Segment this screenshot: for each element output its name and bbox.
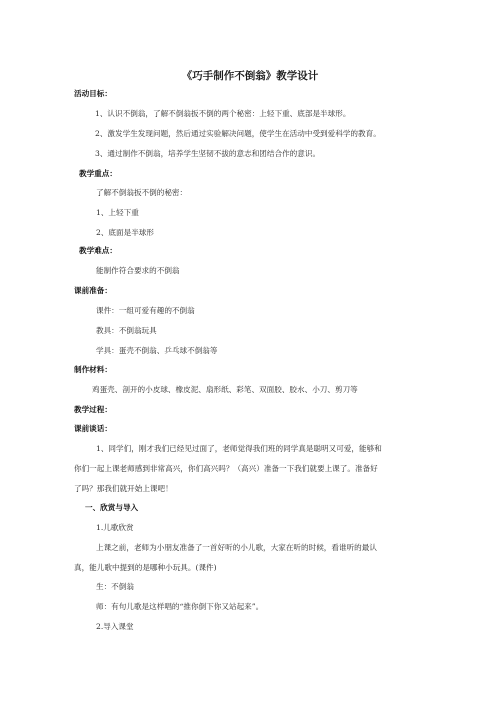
key-item-2: 2、底面是半球形 [96, 228, 154, 237]
materials-heading: 制作材料： [74, 365, 112, 374]
process-heading: 教学过程： [74, 405, 112, 414]
document-title: 《巧手制作不倒翁》教学设计 [181, 70, 319, 82]
prep-heading: 课前准备： [74, 286, 112, 295]
materials-text: 鸡蛋壳、剖开的小皮球、橡皮泥、扇形纸、彩笔、双面胶、胶水、小刀、剪刀等 [92, 385, 358, 394]
part1-teacher-line: 师：有句儿歌是这样唱的“推你倒下你又站起来”。 [96, 602, 264, 611]
part1-paragraph-line-2: 真，能儿歌中提到的是哪种小玩具。(课件) [74, 563, 217, 572]
part1-student-line: 生：不倒翁 [96, 582, 134, 591]
goal-item-2: 2、激发学生发现问题，然后通过实验解决问题，使学生在活动中受到爱科学的教育。 [95, 129, 381, 138]
goal-item-3: 3、通过制作不倒翁，培养学生坚韧不拔的意志和团结合作的意识。 [95, 149, 321, 158]
pretalk-line-3: 了吗？那我们就开始上课吧！ [74, 484, 173, 493]
part1-subheading-2: 2.导入课堂 [96, 622, 134, 631]
goals-heading: 活动目标： [74, 89, 112, 98]
key-item-1: 1、上轻下重 [96, 208, 139, 217]
key-heading: 教学重点： [79, 169, 117, 178]
difficulty-text: 能制作符合要求的不倒翁 [96, 266, 180, 275]
key-intro: 了解不倒翁扳不倒的秘密： [96, 188, 188, 197]
pretalk-heading: 课前谈话： [74, 424, 112, 433]
pretalk-line-1: 1、同学们，刚才我们已经见过面了，老师觉得我们班的同学真是聪明又可爱，能够和 [96, 444, 382, 453]
part1-heading: 一、欣赏与导入 [85, 503, 139, 512]
difficulty-heading: 教学难点： [79, 246, 117, 255]
part1-paragraph-line-1: 上课之前，老师为小朋友准备了一首好听的小儿歌，大家在听的时候，看谁听的最认 [96, 543, 377, 552]
goal-item-1: 1、认识不倒翁，了解不倒翁扳不倒的两个秘密：上轻下重、底部是半球形。 [95, 109, 351, 118]
prep-item-2: 教具：不倒翁玩具 [96, 326, 157, 335]
prep-item-1: 课件：一组可爱有趣的不倒翁 [96, 306, 195, 315]
prep-item-3: 学具：蛋壳不倒翁、乒乓球不倒翁等 [96, 346, 218, 355]
pretalk-line-2: 你们一起上课老师感到非常高兴，你们高兴吗？（高兴）准备一下我们就要上课了。准备好 [74, 464, 378, 473]
part1-subheading-1: 1.儿歌欣赏 [96, 523, 134, 532]
